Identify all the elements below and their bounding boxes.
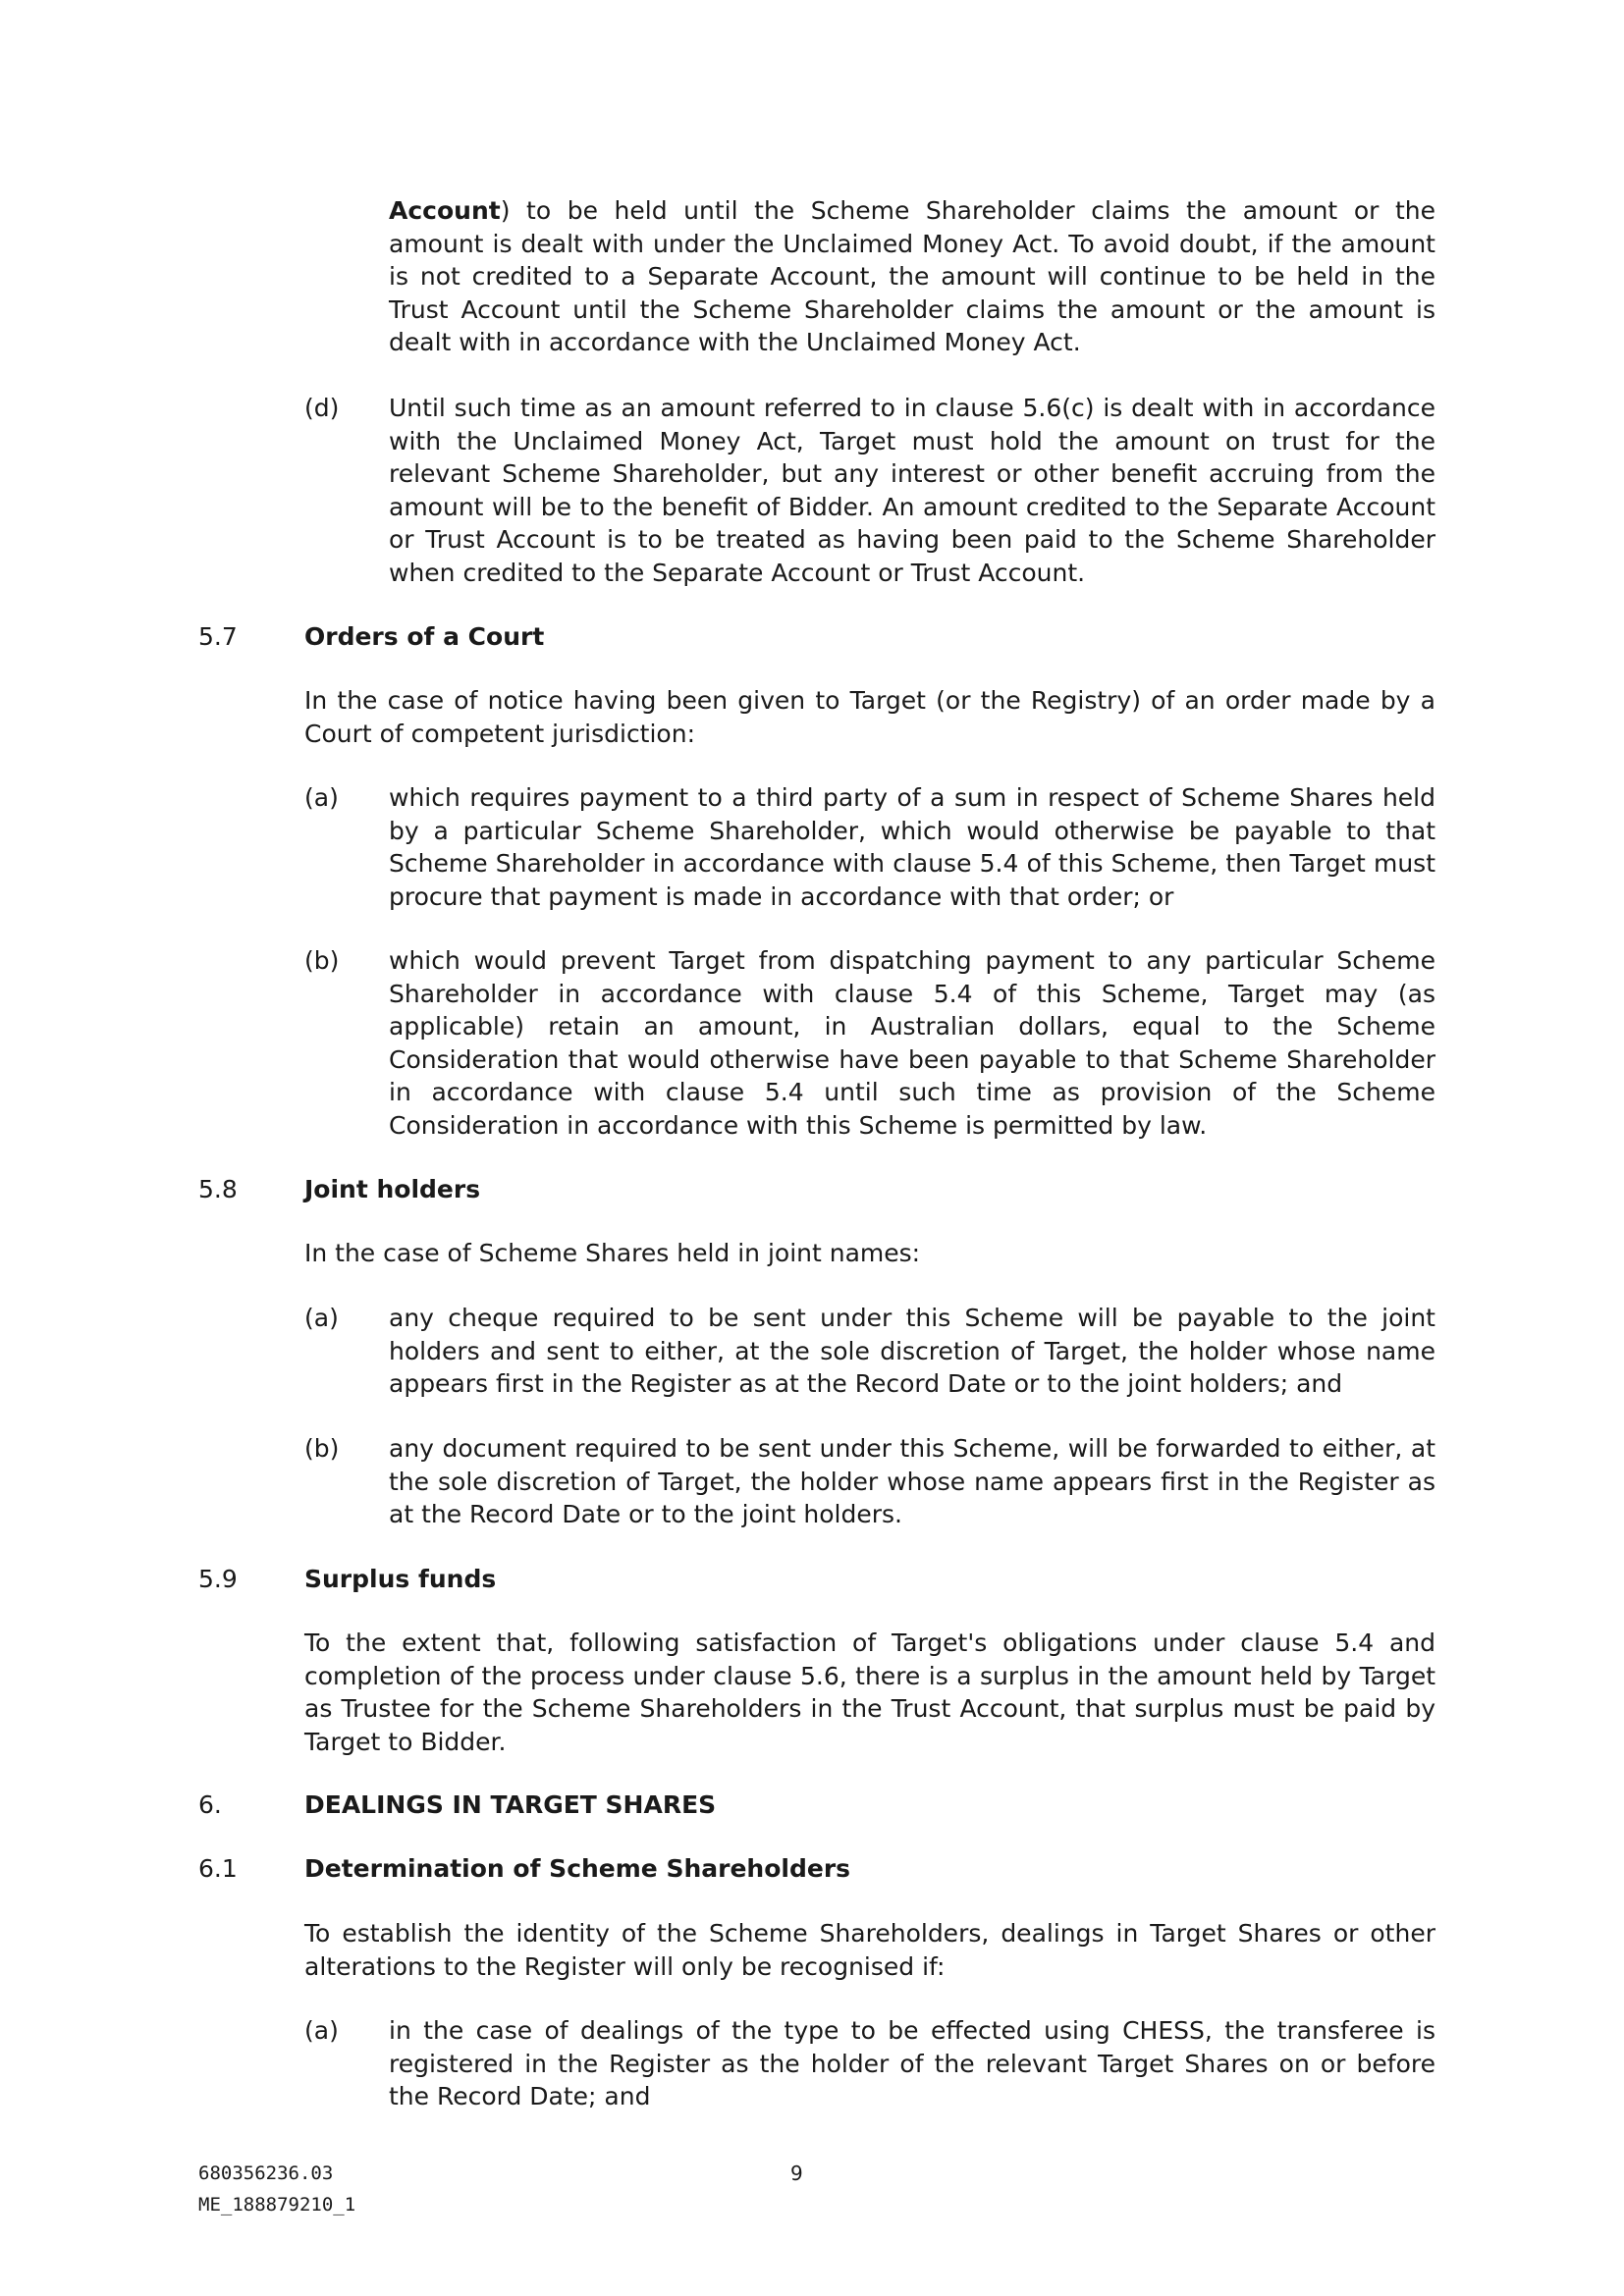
section-number-5-9: 5.9 xyxy=(198,1565,238,1593)
section-intro-5-8: In the case of Scheme Shares held in joint names: xyxy=(304,1239,921,1267)
section-intro-6-1: To establish the identity of the Scheme Shareholders, dealings in Target Shares or other alterations to the Register will only be recognised if: xyxy=(304,1919,1435,1981)
section-heading-6: DEALINGS IN TARGET SHARES xyxy=(304,1790,717,1819)
section-heading-5-7: Orders of a Court xyxy=(304,622,545,651)
footer-doc-id: 680356236.03 xyxy=(198,2163,334,2184)
item-label-5-8-a: (a) xyxy=(304,1304,339,1332)
item-label-5-6-d: (d) xyxy=(304,394,340,422)
page-number: 9 xyxy=(790,2162,803,2185)
section-intro-5-9: To the extent that, following satisfaction of Target's obligations under clause 5.4 and completion of the process under clause 5.6, there is a surplus in the amount held by Target as Trustee for the Scheme Shareholders in the Trust Account, that surplus must be paid by Target to Bidder. xyxy=(304,1629,1435,1756)
section-number-6-1: 6.1 xyxy=(198,1854,238,1883)
section-heading-5-8: Joint holders xyxy=(304,1175,481,1203)
continuation-paragraph xyxy=(389,194,1435,359)
item-text-5-7-a: which requires payment to a third party of a sum in respect of Scheme Shares held by a particular Scheme Shareholder, which would otherwise be payable to that Scheme Shareholder in accordance with clause 5.4 of this Scheme, then Target must procure that payment is made in accordance with that order; or xyxy=(389,783,1435,911)
continuation-text: ) to be held until the Scheme Shareholder claims the amount or the amount is dealt with under the Unclaimed Money Act. To avoid doubt, if the amount is not credited to a Separate Account, the amount will continue to be held in the Trust Account until the Scheme Shareholder claims the amount or the amount is dealt with in accordance with the Unclaimed Money Act. xyxy=(389,196,1435,357)
item-text-5-7-b: which would prevent Target from dispatching payment to any particular Scheme Shareholder in accordance with clause 5.4 of this Scheme, Target may (as applicable) retain an amount, in Australian dollars, equal to the Scheme Consideration that would otherwise have been payable to that Scheme Shareholder in accordance with clause 5.4 until such time as provision of the Scheme Consideration in accordance with this Scheme is permitted by law. xyxy=(389,946,1435,1140)
item-label-5-8-b: (b) xyxy=(304,1434,340,1463)
section-heading-5-9: Surplus funds xyxy=(304,1565,497,1593)
section-heading-6-1: Determination of Scheme Shareholders xyxy=(304,1854,851,1883)
section-number-5-8: 5.8 xyxy=(198,1175,238,1203)
item-text-5-8-a: any cheque required to be sent under this Scheme will be payable to the joint holders and sent to either, at the sole discretion of Target, the holder whose name appears first in the Register as at the Record Date or to the joint holders; and xyxy=(389,1304,1435,1399)
item-label-6-1-a: (a) xyxy=(304,2016,339,2045)
section-number-6: 6. xyxy=(198,1790,222,1819)
item-text-6-1-a: in the case of dealings of the type to be effected using CHESS, the transferee is registered in the Register as the holder of the relevant Target Shares on or before the Record Date; and xyxy=(389,2016,1435,2111)
item-text-5-8-b: any document required to be sent under this Scheme, will be forwarded to either, at the sole discretion of Target, the holder whose name appears first in the Register as at the Record Date or to the joint holders. xyxy=(389,1434,1435,1529)
section-number-5-7: 5.7 xyxy=(198,622,238,651)
footer-ref-id: ME_188879210_1 xyxy=(198,2194,356,2216)
item-text-5-6-d: Until such time as an amount referred to in clause 5.6(c) is dealt with in accordance with the Unclaimed Money Act, Target must hold the amount on trust for the relevant Scheme Shareholder, but any interest or other benefit accruing from the amount will be to the benefit of Bidder. An amount credited to the Separate Account or Trust Account is to be treated as having been paid to the Scheme Shareholder when credited to the Separate Account or Trust Account. xyxy=(389,394,1435,587)
item-label-5-7-a: (a) xyxy=(304,783,339,812)
bold-term: Account xyxy=(389,196,501,225)
item-label-5-7-b: (b) xyxy=(304,946,340,975)
section-intro-5-7: In the case of notice having been given to Target (or the Registry) of an order made by a Court of competent jurisdiction: xyxy=(304,686,1435,748)
